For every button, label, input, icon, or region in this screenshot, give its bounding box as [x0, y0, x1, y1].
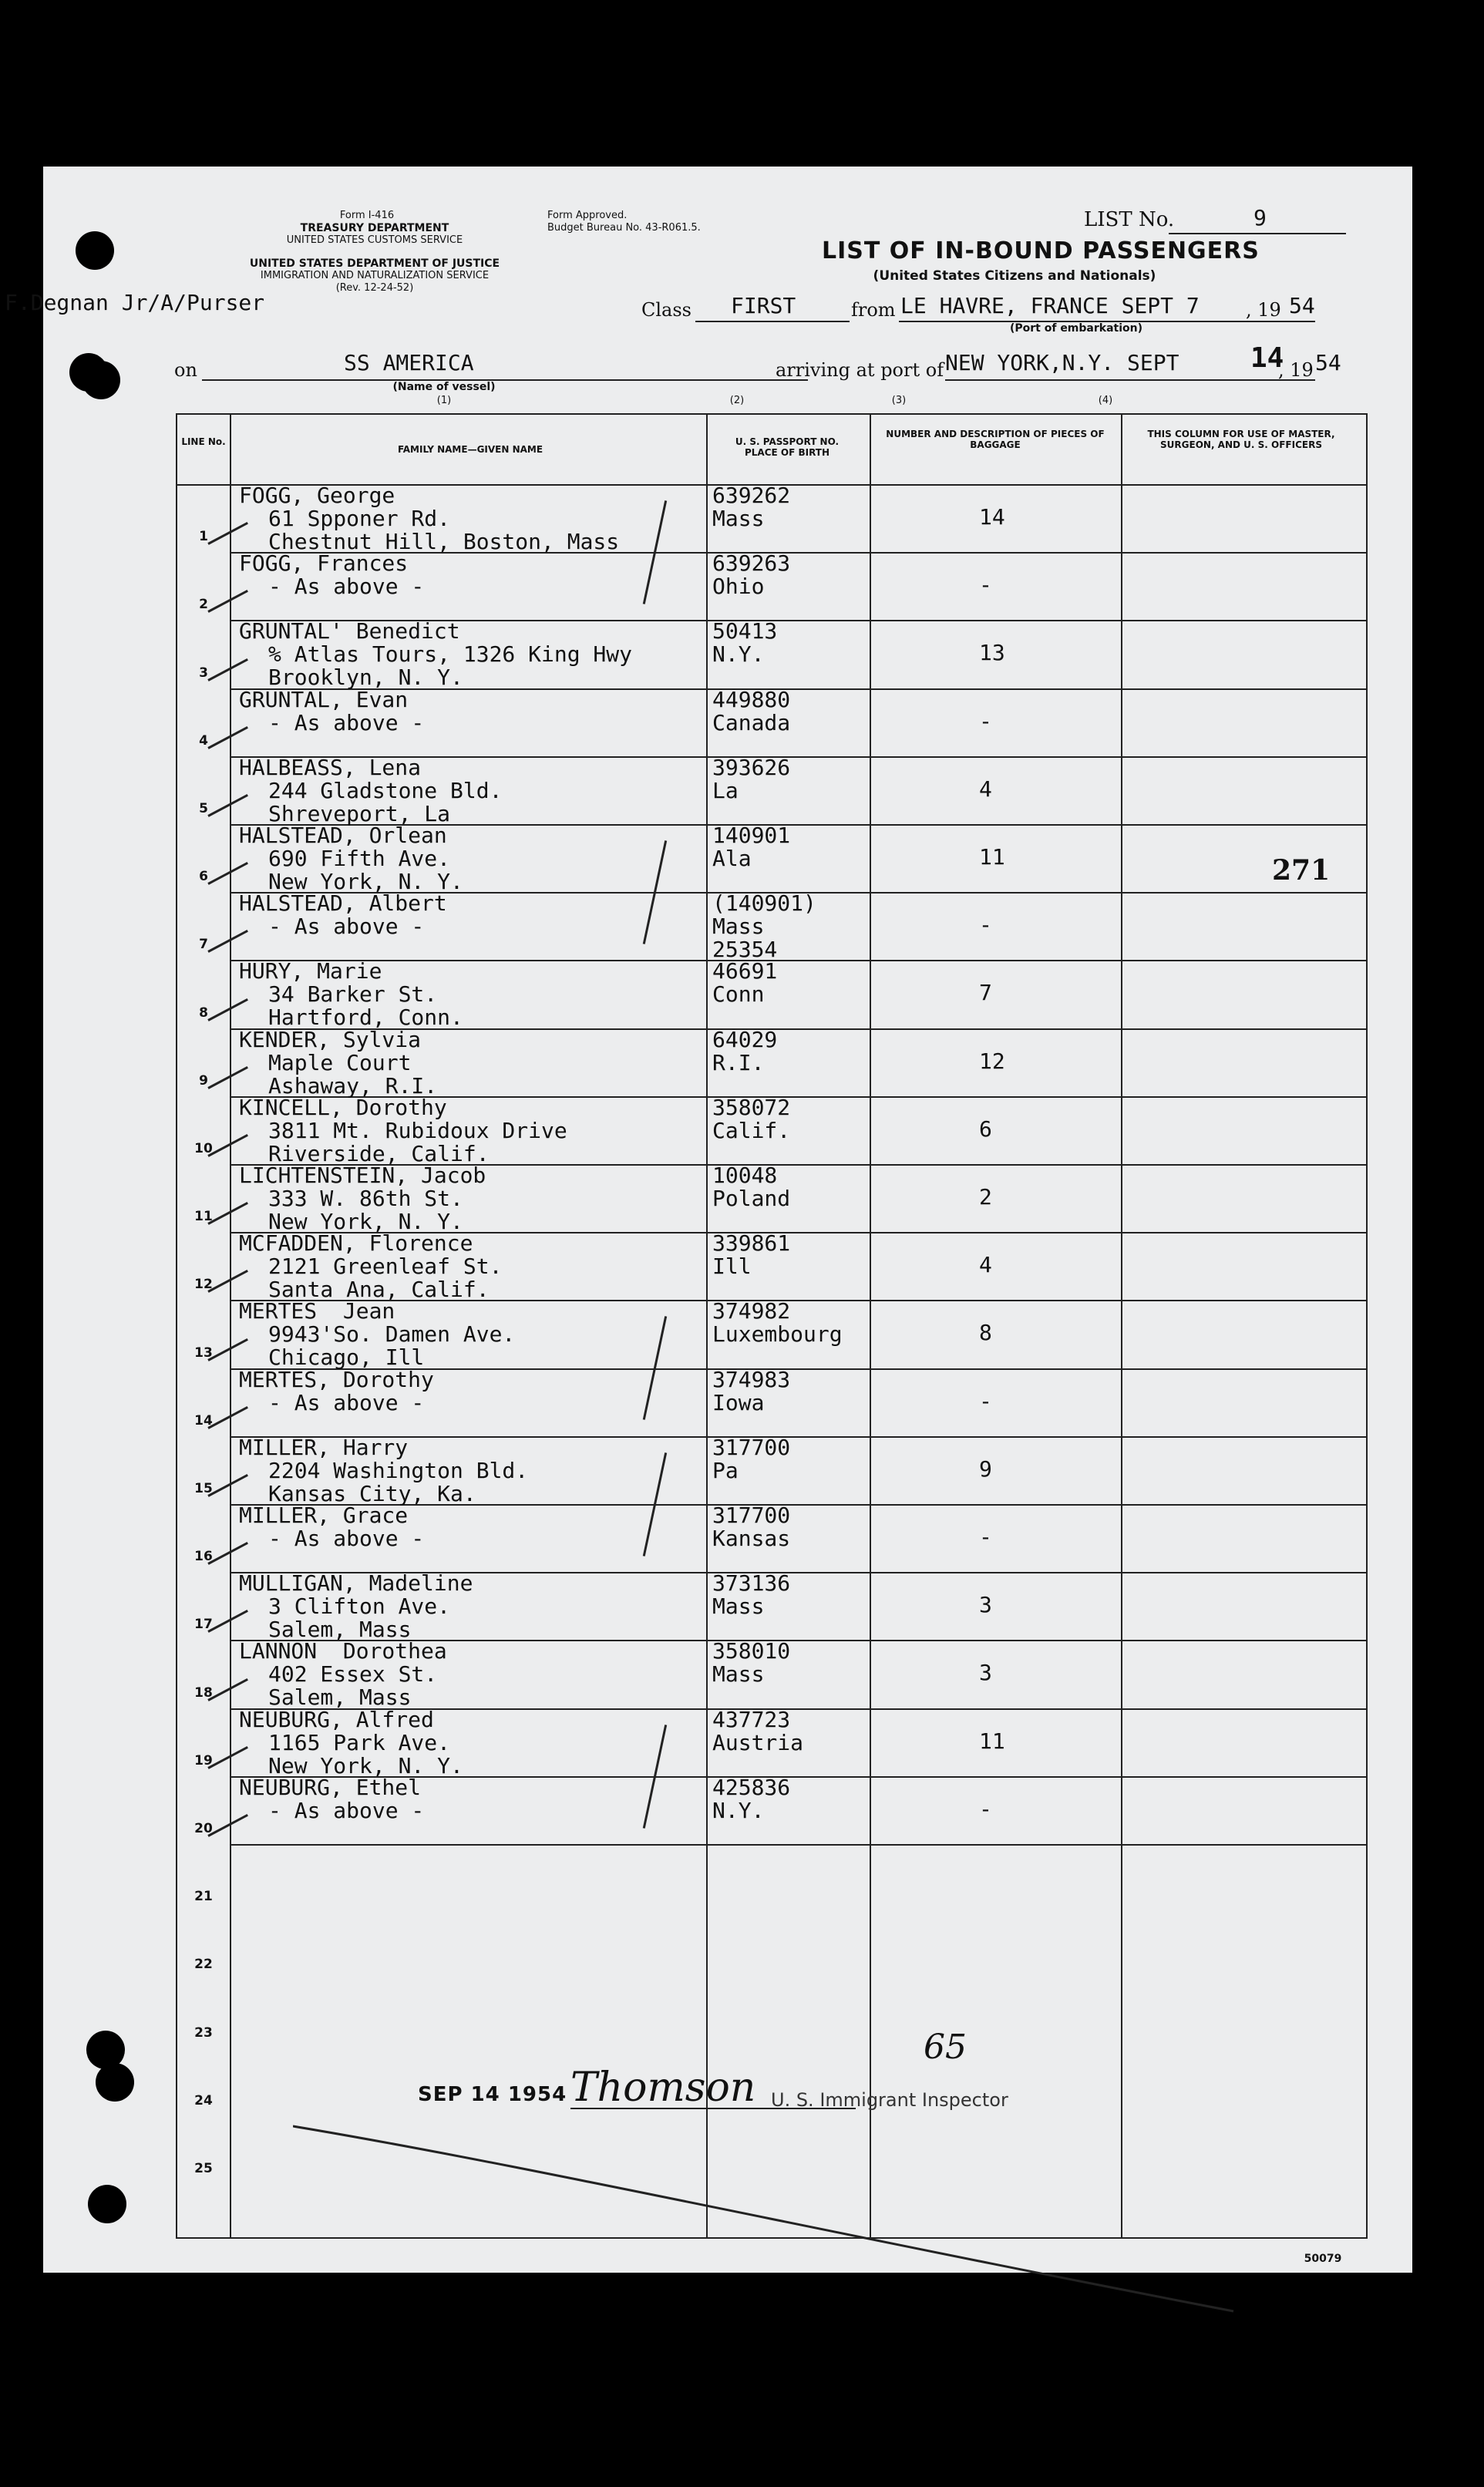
passport-number: 317700 [712, 1503, 791, 1528]
passenger-name: FOGG, Frances [239, 550, 409, 577]
passenger-name-cell [239, 1028, 437, 1098]
treasury-label: TREASURY DEPARTMENT [300, 222, 449, 234]
passport-cell [712, 892, 816, 961]
punch-hole [82, 361, 120, 399]
empty-line-number: 24 [194, 2092, 213, 2108]
passenger-name: HALSTEAD, Albert [239, 890, 447, 917]
arrival-port: NEW YORK,N.Y. SEPT [945, 350, 1179, 375]
passenger-name: KINCELL, Dorothy [239, 1094, 447, 1120]
passport-number: 374982 [712, 1298, 791, 1324]
baggage-count: - [979, 1388, 992, 1414]
passenger-name-cell [239, 1232, 502, 1301]
col-header-officers: THIS COLUMN FOR USE OF MASTER, SURGEON, AND U. S. OFFICERS [1147, 429, 1335, 450]
table-row [177, 688, 1366, 756]
passport-cell [712, 1776, 790, 1822]
passport-number: 50413 [712, 618, 778, 644]
passport-cell [712, 1028, 777, 1075]
table-row [177, 618, 1366, 691]
from-year-label: , 19 [1246, 299, 1281, 321]
passenger-address: Brooklyn, N. Y. [268, 665, 463, 691]
passenger-address: 690 Fifth Ave. [268, 846, 451, 871]
line-number: 9 [199, 1072, 208, 1089]
place-of-birth: Pa [712, 1457, 739, 1483]
arrival-day: 14 [1250, 342, 1284, 374]
passenger-address: 3811 Mt. Rubidoux Drive [268, 1117, 567, 1143]
passenger-name: MERTES Jean [239, 1298, 395, 1324]
col-3-num: (3) [891, 395, 907, 406]
passenger-address: Chestnut Hill, Boston, Mass [268, 529, 620, 554]
diagonal-cancel-line [293, 2118, 1295, 2319]
baggage-count: - [979, 1795, 992, 1822]
passenger-address: Kansas City, Ka. [268, 1480, 476, 1506]
passport-cell [712, 824, 790, 870]
passenger-address: Ashaway, R.I. [268, 1072, 438, 1099]
passport-cell [712, 1640, 790, 1686]
place-of-birth: Mass [712, 1661, 765, 1688]
baggage-count: 2 [979, 1184, 992, 1210]
page-subtitle: (United States Citizens and Nationals) [873, 268, 1156, 284]
punch-hole [88, 2185, 126, 2223]
passenger-name: MILLER, Harry [239, 1434, 409, 1460]
passenger-name: MCFADDEN, Florence [239, 1230, 473, 1257]
passenger-name-cell [239, 1096, 567, 1166]
table-row [177, 756, 1366, 824]
passenger-name: HALSTEAD, Orlean [239, 823, 447, 848]
baggage-count: 12 [979, 1048, 1005, 1074]
passenger-name: GRUNTAL' Benedict [239, 618, 460, 644]
col-header-line: LINE No. [181, 436, 226, 447]
manifest-sheet [5, 167, 1412, 2273]
passenger-address: New York, N. Y. [268, 1209, 463, 1234]
passenger-name-cell [239, 756, 502, 826]
class-label: Class [641, 299, 692, 321]
embark-note: (Port of embarkation) [1009, 322, 1143, 335]
table-row [177, 1164, 1366, 1232]
passport-number: 358072 [712, 1094, 791, 1120]
passport-number: 373136 [712, 1570, 791, 1597]
passenger-name-cell [239, 552, 424, 598]
empty-line-number: 23 [194, 2024, 213, 2041]
passenger-address: Riverside, Calif. [268, 1140, 490, 1166]
line-number: 15 [194, 1480, 213, 1496]
baggage-count: 8 [979, 1320, 992, 1346]
passenger-name: MILLER, Grace [239, 1503, 409, 1528]
col-2-num: (2) [729, 395, 745, 406]
list-no-label: LIST No. [1084, 208, 1175, 231]
table-row [177, 824, 1366, 892]
passport-cell [712, 756, 790, 803]
passport-cell [712, 960, 777, 1006]
passenger-name: NEUBURG, Alfred [239, 1706, 434, 1732]
passport-number: 64029 [712, 1026, 778, 1052]
passenger-name: FOGG, George [239, 483, 395, 508]
passenger-address: - As above - [268, 709, 425, 735]
footer-code: 50079 [1304, 2253, 1342, 2265]
passenger-table [176, 413, 1368, 2239]
place-of-birth: Mass [712, 1593, 765, 1620]
passenger-address: Maple Court [268, 1049, 412, 1075]
passenger-name-cell [239, 1436, 528, 1506]
passport-cell [712, 1504, 790, 1550]
passenger-address: Salem, Mass [268, 1684, 412, 1711]
empty-line-number: 25 [194, 2161, 213, 2176]
passenger-address: - As above - [268, 1389, 425, 1415]
passport-number: 437723 [712, 1706, 791, 1732]
line-number: 17 [194, 1617, 213, 1633]
table-row [177, 1230, 1366, 1303]
line-number: 19 [194, 1752, 213, 1768]
purser-name: F.Degnan Jr/A/Purser [5, 290, 265, 315]
passenger-name-cell [239, 1368, 434, 1415]
baggage-count: - [979, 708, 992, 734]
place-of-birth: Calif. [712, 1117, 791, 1143]
budget-bureau: Budget Bureau No. 43-R061.5. [547, 222, 701, 234]
line-number: 18 [194, 1684, 213, 1701]
line-number: 10 [194, 1140, 213, 1156]
baggage-total: 65 [924, 2028, 967, 2067]
passenger-name-cell [239, 1504, 424, 1550]
table-row [177, 1638, 1366, 1711]
place-of-birth: La [712, 777, 739, 803]
passport-number: 358010 [712, 1638, 791, 1664]
table-row [177, 1026, 1366, 1099]
place-of-birth: N.Y. [712, 1797, 765, 1823]
passenger-name: LICHTENSTEIN, Jacob [239, 1163, 486, 1188]
baggage-count: 9 [979, 1456, 992, 1482]
passport-cell [712, 620, 777, 666]
passenger-name-cell [239, 688, 424, 735]
table-row [177, 890, 1366, 963]
empty-line-number: 22 [194, 1957, 213, 1973]
passport-number: 639263 [712, 550, 791, 577]
passenger-address: 1165 Park Ave. [268, 1729, 451, 1755]
passport-number: 449880 [712, 686, 791, 712]
revision-label: (Rev. 12-24-52) [335, 282, 414, 294]
line-number: 11 [194, 1209, 213, 1225]
passenger-name-cell [239, 620, 632, 689]
from-year-value: 54 [1289, 293, 1315, 318]
passenger-name: GRUNTAL, Evan [239, 686, 409, 712]
customs-label: UNITED STATES CUSTOMS SERVICE [286, 234, 463, 246]
passenger-address: - As above - [268, 574, 425, 600]
line-number: 2 [199, 597, 208, 613]
passenger-name-cell [239, 1164, 486, 1233]
line-number: 12 [194, 1277, 213, 1293]
passport-cell [712, 1708, 803, 1755]
table-row [177, 1368, 1366, 1436]
passport-cell [712, 1096, 790, 1143]
passenger-address: - As above - [268, 1526, 425, 1551]
line-number: 4 [199, 732, 208, 749]
table-row [177, 958, 1366, 1031]
line-number: 5 [199, 800, 208, 816]
page-title: LIST OF IN-BOUND PASSENGERS [822, 237, 1260, 264]
baggage-count: - [979, 912, 992, 938]
baggage-count: 13 [979, 640, 1005, 666]
passport-number: 10048 [712, 1163, 778, 1188]
inspector-signature: Thomson [570, 2065, 756, 2111]
passenger-name-cell [239, 1572, 473, 1641]
table-row [177, 484, 1366, 552]
line-number: 3 [199, 665, 208, 681]
table-row [177, 1298, 1366, 1371]
line-number: 20 [194, 1820, 213, 1836]
arriving-label: arriving at port of [776, 359, 944, 381]
place-of-birth: Conn [712, 981, 765, 1008]
table-row [177, 1096, 1366, 1164]
passenger-name: NEUBURG, Ethel [239, 1774, 422, 1800]
passenger-address: 61 Spponer Rd. [268, 506, 451, 531]
empty-line-number: 21 [194, 1889, 213, 1905]
passport-number: (140901) [712, 890, 816, 917]
vessel-col-num: (1) [436, 395, 452, 406]
vessel-name: SS AMERICA [344, 350, 474, 375]
table-row [177, 1570, 1366, 1643]
passenger-name-cell [239, 1640, 447, 1709]
table-row [177, 552, 1366, 620]
passport-number: 425836 [712, 1774, 791, 1800]
place-of-birth: Mass [712, 506, 765, 531]
justice-label: UNITED STATES DEPARTMENT OF JUSTICE [249, 257, 500, 270]
place-of-birth: Ill [712, 1254, 752, 1280]
inspector-title: U. S. Immigrant Inspector [771, 2089, 1008, 2111]
passport-cell [712, 1300, 843, 1346]
passenger-name-cell [239, 824, 463, 894]
passenger-name-cell [239, 484, 619, 554]
place-of-birth: Iowa [712, 1389, 765, 1415]
ins-label: IMMIGRATION AND NATURALIZATION SERVICE [260, 270, 490, 281]
baggage-count: 14 [979, 504, 1005, 530]
passenger-address: New York, N. Y. [268, 869, 463, 894]
baggage-count: 7 [979, 980, 992, 1006]
passenger-address: Hartford, Conn. [268, 1005, 463, 1031]
arrival-line [945, 379, 1315, 381]
place-of-birth: N.Y. [712, 641, 765, 668]
passenger-address: - As above - [268, 1797, 425, 1823]
baggage-count: 11 [979, 844, 1005, 870]
passenger-address: 9943'So. Damen Ave. [268, 1321, 516, 1348]
baggage-count: - [979, 1524, 992, 1550]
table-row [177, 1776, 1366, 1844]
passport-cell [712, 484, 790, 530]
line-number: 7 [199, 937, 208, 953]
arrival-year-value: 54 [1315, 350, 1341, 375]
list-no-value: 9 [1253, 205, 1267, 231]
officer-note: 271 [1272, 854, 1331, 887]
place-of-birth: R.I. [712, 1049, 765, 1075]
table-row [177, 1504, 1366, 1572]
passport-number: 317700 [712, 1434, 791, 1460]
passport-number: 393626 [712, 754, 791, 780]
list-no-line [1169, 233, 1346, 234]
passenger-name: MULLIGAN, Madeline [239, 1570, 473, 1597]
form-approved: Form Approved. [547, 210, 628, 221]
punch-hole [76, 231, 114, 270]
class-value: FIRST [731, 293, 796, 318]
col-header-passport: U. S. PASSPORT NO. PLACE OF BIRTH [735, 436, 840, 458]
passenger-address: 402 Essex St. [268, 1661, 438, 1688]
line-number: 14 [194, 1412, 213, 1429]
place-of-birth: Ala [712, 846, 752, 871]
line-number: 16 [194, 1549, 213, 1565]
passenger-name-cell [239, 892, 447, 938]
passport-cell [712, 1232, 790, 1278]
baggage-count: 11 [979, 1728, 1005, 1754]
passport-cell [712, 1572, 790, 1618]
passport-cell [712, 1368, 790, 1415]
baggage-count: 4 [979, 1252, 992, 1278]
place-of-birth: Poland [712, 1186, 791, 1211]
place-of-birth: Kansas [712, 1526, 791, 1551]
class-line [695, 321, 850, 322]
line-number: 13 [194, 1344, 213, 1361]
arrival-year-label: , 19 [1278, 359, 1314, 381]
passenger-address: 333 W. 86th St. [268, 1186, 463, 1211]
from-value: LE HAVRE, FRANCE SEPT 7 [900, 293, 1200, 318]
passport-number: 339861 [712, 1230, 791, 1257]
passport-cell [712, 688, 790, 735]
vessel-note: (Name of vessel) [392, 381, 496, 393]
place-of-birth: Luxembourg [712, 1321, 843, 1348]
passenger-name-cell [239, 1708, 463, 1778]
passport-cell [712, 1164, 790, 1210]
place-of-birth: Austria [712, 1729, 804, 1755]
baggage-count: 6 [979, 1116, 992, 1142]
passport-number: 140901 [712, 823, 791, 848]
passport-number: 639262 [712, 483, 791, 508]
form-number: Form I-416 [339, 210, 395, 221]
passenger-name: MERTES, Dorothy [239, 1366, 434, 1392]
line-number: 8 [199, 1005, 208, 1021]
passenger-address: 244 Gladstone Bld. [268, 777, 503, 803]
passenger-name-cell [239, 1776, 424, 1822]
passenger-name: HALBEASS, Lena [239, 754, 422, 780]
line-number: 1 [199, 529, 208, 545]
baggage-count: 3 [979, 1660, 992, 1686]
passenger-address: Shreveport, La [268, 800, 451, 826]
punch-hole [96, 2063, 134, 2102]
passenger-address: Salem, Mass [268, 1617, 412, 1643]
col-header-name: FAMILY NAME—GIVEN NAME [397, 444, 543, 455]
passenger-name: HURY, Marie [239, 958, 382, 984]
passport-note: 25354 [712, 937, 778, 963]
baggage-count: 3 [979, 1592, 992, 1618]
passenger-address: 2204 Washington Bld. [268, 1457, 529, 1483]
table-row [177, 1436, 1366, 1504]
passenger-address: % Atlas Tours, 1326 King Hwy [268, 641, 633, 668]
col-4-num: (4) [1098, 395, 1113, 406]
baggage-count: 4 [979, 776, 992, 802]
table-row [177, 1706, 1366, 1779]
on-label: on [174, 359, 197, 381]
passenger-name: KENDER, Sylvia [239, 1026, 422, 1052]
passenger-address: 2121 Greenleaf St. [268, 1254, 503, 1280]
passenger-address: - As above - [268, 914, 425, 940]
place-of-birth: Ohio [712, 574, 765, 600]
passenger-address: Santa Ana, Calif. [268, 1277, 490, 1303]
passenger-name-cell [239, 1300, 515, 1369]
passport-number: 46691 [712, 958, 778, 984]
passenger-address: Chicago, Ill [268, 1344, 425, 1371]
passport-cell [712, 1436, 790, 1482]
line-number: 6 [199, 869, 208, 885]
passenger-address: New York, N. Y. [268, 1752, 463, 1779]
from-label: from [851, 299, 896, 321]
row-rule [230, 1844, 1366, 1846]
col-header-baggage: NUMBER AND DESCRIPTION OF PIECES OF BAGGAGE [886, 429, 1105, 450]
passenger-name: LANNON Dorothea [239, 1638, 447, 1664]
baggage-count: - [979, 572, 992, 598]
place-of-birth: Mass [712, 914, 765, 940]
passenger-name-cell [239, 960, 463, 1029]
place-of-birth: Canada [712, 709, 791, 735]
passport-number: 374983 [712, 1366, 791, 1392]
passport-cell [712, 552, 790, 598]
passenger-address: 34 Barker St. [268, 981, 438, 1008]
passenger-address: 3 Clifton Ave. [268, 1593, 451, 1620]
inspection-date-stamp: SEP 14 1954 [418, 2083, 567, 2106]
